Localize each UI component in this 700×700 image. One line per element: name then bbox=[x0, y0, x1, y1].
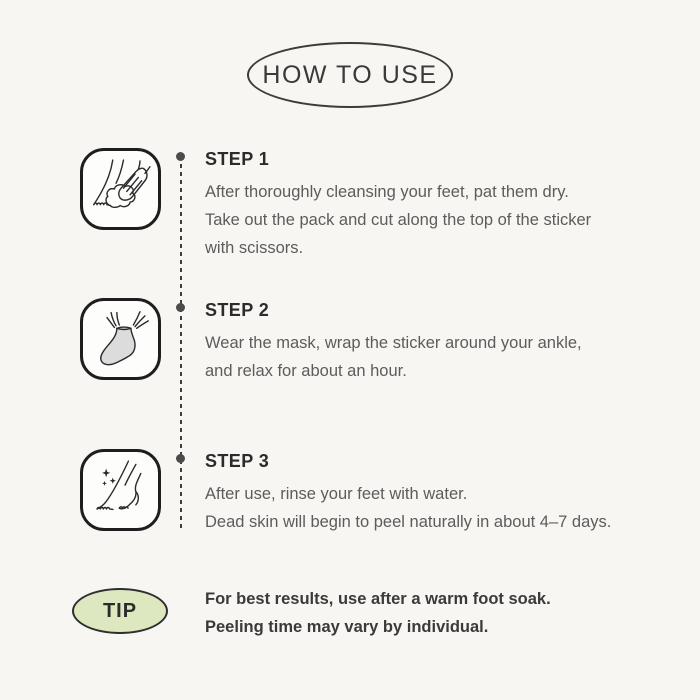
smooth-feet-icon bbox=[88, 457, 154, 523]
step-1-line-1: After thoroughly cleansing your feet, pat them dry. bbox=[205, 183, 569, 201]
step-1-label: STEP 1 bbox=[205, 149, 270, 169]
tip-badge bbox=[72, 588, 168, 634]
step-1-section bbox=[205, 149, 683, 262]
step-3-description bbox=[205, 480, 683, 536]
step-2-label: STEP 2 bbox=[205, 300, 270, 320]
step2-icon-box bbox=[80, 298, 161, 380]
timeline-dashed-line bbox=[180, 156, 182, 530]
step1-icon-box bbox=[80, 148, 161, 230]
wear-mask-icon bbox=[88, 306, 154, 372]
step-2-section bbox=[205, 300, 683, 385]
title-badge bbox=[247, 42, 453, 108]
page-title: HOW TO USE bbox=[262, 60, 438, 89]
timeline-dot-step2 bbox=[176, 303, 185, 312]
step-3-line-2: Dead skin will begin to peel naturally in about 4–7 days. bbox=[205, 513, 612, 531]
step-1-description bbox=[205, 178, 683, 262]
tip-line-1: For best results, use after a warm foot soak. bbox=[205, 590, 551, 608]
timeline-dot-step1 bbox=[176, 152, 185, 161]
step-2-line-2: and relax for about an hour. bbox=[205, 362, 407, 380]
tip-badge-label: TIP bbox=[102, 599, 138, 622]
step-2-line-1: Wear the mask, wrap the sticker around your ankle, bbox=[205, 334, 582, 352]
step-3-section bbox=[205, 451, 683, 536]
tip-line-2: Peeling time may vary by individual. bbox=[205, 618, 489, 636]
step-1-line-3: with scissors. bbox=[205, 239, 304, 257]
step-3-line-1: After use, rinse your feet with water. bbox=[205, 485, 468, 503]
cleanse-foot-icon bbox=[88, 156, 154, 222]
tip-text bbox=[205, 585, 551, 641]
timeline-dot-step3 bbox=[176, 454, 185, 463]
step-1-line-2: Take out the pack and cut along the top of the sticker bbox=[205, 211, 592, 229]
sparkles-icon bbox=[102, 469, 116, 486]
step3-icon-box bbox=[80, 449, 161, 531]
step-2-description bbox=[205, 329, 683, 385]
step-3-label: STEP 3 bbox=[205, 451, 270, 471]
